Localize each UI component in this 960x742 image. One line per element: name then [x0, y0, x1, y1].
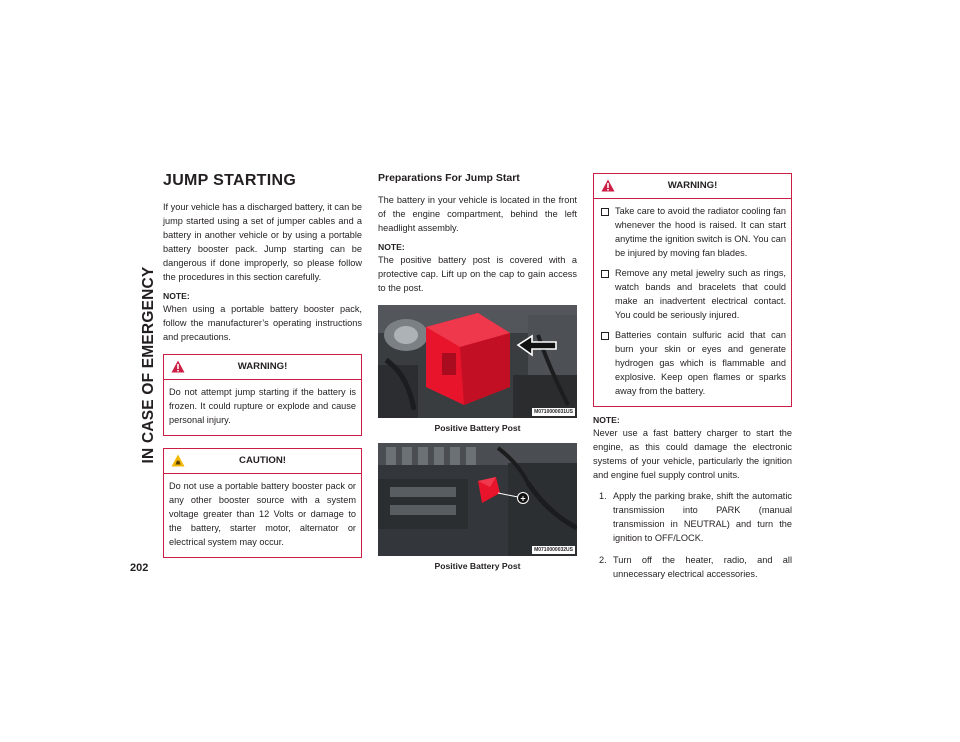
caution-box	[163, 448, 362, 558]
steps-list	[593, 489, 792, 581]
middle-column	[378, 170, 577, 571]
step-number: 1.	[599, 491, 607, 501]
warning-label: WARNING!	[667, 180, 718, 191]
step-text: Turn off the heater, radio, and all unnecessary electrical accessories.	[613, 555, 792, 579]
caution-header	[164, 449, 361, 474]
checkbox-icon	[601, 270, 609, 278]
warning-list	[599, 204, 786, 398]
caution-text: Do not use a portable battery booster pack or any other booster source with a system voltage greater than 12 Volts or damage to the battery, starter motor, alternator or electrical system may occur.	[169, 481, 356, 547]
page-title: JUMP STARTING	[163, 172, 297, 189]
section-side-tab	[139, 176, 159, 554]
warning-label: WARNING!	[237, 361, 288, 372]
warning-text: Do not attempt jump starting if the battery is frozen. It could rupture or explode and cause personal injury.	[169, 387, 356, 425]
figure-code: M0710000031US	[534, 409, 573, 415]
battery-photo-2	[378, 443, 577, 556]
warning-box	[163, 354, 362, 436]
note-label: NOTE:	[593, 415, 620, 425]
battery-location-paragraph: The battery in your vehicle is located in the front of the engine compartment, behind the left headlight assembly.	[378, 195, 577, 233]
figure-code: M0710000032US	[534, 547, 573, 553]
right-column	[593, 170, 792, 589]
section-title: IN CASE OF EMERGENCY	[140, 266, 157, 464]
warning-box	[593, 173, 792, 407]
note-label: NOTE:	[163, 291, 190, 301]
note-text: The positive battery post is covered with a protective cap. Lift up on the cap to gain access to the post.	[378, 255, 577, 293]
positive-sign: +	[520, 493, 526, 504]
intro-paragraph: If your vehicle has a discharged battery, it can be jump started using a set of jumper cables and a battery in another vehicle or by using a portable battery booster pack. Jump starting can be dangerous if done improperly, so please follow the procedures in this section carefully.	[163, 202, 363, 282]
list-item	[593, 489, 792, 545]
step-number: 2.	[599, 555, 607, 565]
list-item: Take care to avoid the radiator cooling fan whenever the hood is raised. It can start anytime the ignition switch is ON. You can be injured by moving fan blades.	[599, 204, 786, 260]
battery-photo-1	[378, 305, 577, 418]
checkbox-icon	[601, 208, 609, 216]
list-item: Batteries contain sulfuric acid that can burn your skin or eyes and generate hydrogen gas which is flammable and explosive. Keep open flames or sparks away from the battery.	[599, 328, 786, 398]
note-label: NOTE:	[378, 242, 405, 252]
step-text: Apply the parking brake, shift the automatic transmission into PARK (manual transmission in NEUTRAL) and turn the ignition to OFF/LOCK.	[613, 491, 792, 543]
page-number: 202	[130, 562, 149, 574]
note-text: Never use a fast battery charger to start the engine, as this could damage the electronic systems of your vehicle, particularly the ignition and engine fuel supply control units.	[593, 428, 792, 480]
note-text: When using a portable battery booster pack, follow the manufacturer’s operating instructions and precautions.	[163, 304, 362, 342]
checkbox-icon	[601, 332, 609, 340]
list-item	[593, 553, 792, 581]
warning-header	[164, 355, 361, 380]
figure-caption: Positive Battery Post	[434, 423, 521, 433]
warning-header	[594, 174, 791, 199]
left-column	[163, 170, 362, 558]
section-subtitle: Preparations For Jump Start	[378, 172, 520, 184]
list-item: Remove any metal jewelry such as rings, watch bands and bracelets that could make an inadvertent electrical contact. You could be seriously injured.	[599, 266, 786, 322]
figure-caption: Positive Battery Post	[434, 561, 521, 571]
caution-label: CAUTION!	[239, 455, 286, 466]
